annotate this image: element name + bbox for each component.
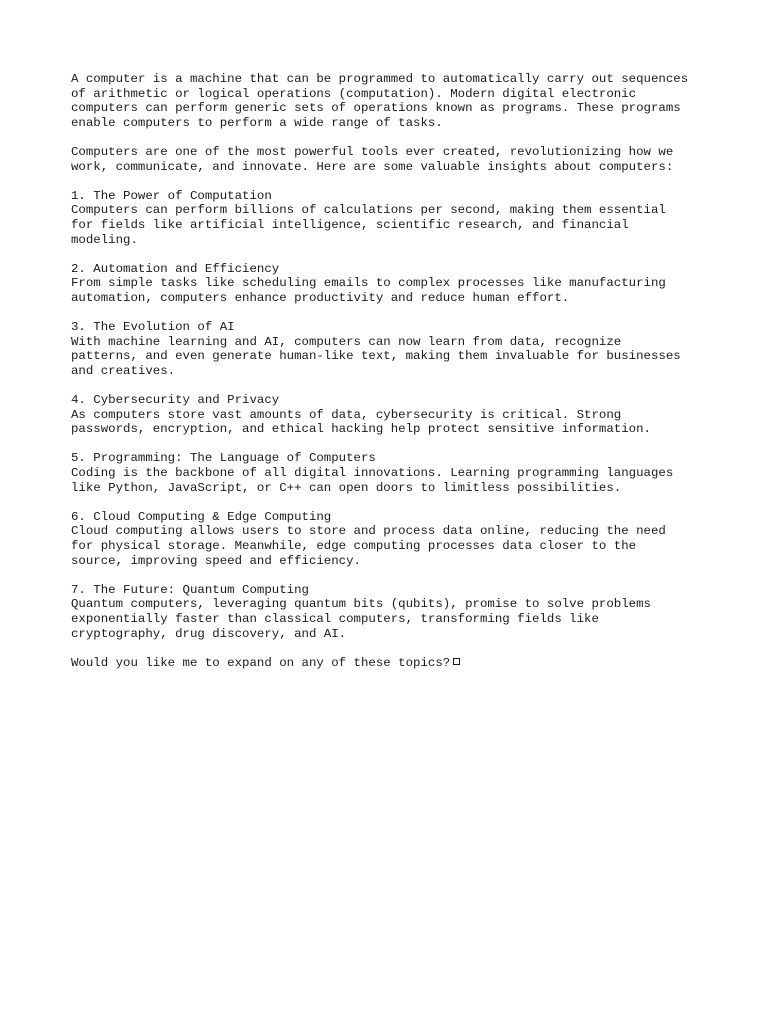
section-heading: 2. Automation and Efficiency [71, 261, 280, 276]
section-body: As computers store vast amounts of data, cybersecurity is critical. Strong passwords, encryption, and ethical hacking help protect sensitive information. [71, 407, 651, 437]
missing-glyph-box-icon [453, 658, 460, 665]
section-heading: 7. The Future: Quantum Computing [71, 582, 309, 597]
section-cloud-edge-computing [71, 510, 711, 568]
section-heading: 3. The Evolution of AI [71, 320, 235, 335]
section-body: Cloud computing allows users to store and process data online, reducing the need for physical storage. Meanwhile, edge computing processes data closer to the source, improving speed and efficiency. [71, 524, 666, 568]
closing-text: Would you like me to expand on any of these topics? [71, 655, 451, 670]
document-page [71, 72, 711, 670]
section-body: Quantum computers, leveraging quantum bits (qubits), promise to solve problems exponentially faster than classical computers, transforming fields like cryptography, drug discovery, and AI. [71, 597, 651, 641]
section-heading: 1. The Power of Computation [71, 188, 272, 203]
section-evolution-of-ai [71, 320, 711, 378]
section-body: From simple tasks like scheduling emails to complex processes like manufacturing automation, computers enhance productivity and reduce human effort. [71, 276, 666, 305]
section-body: Coding is the backbone of all digital innovations. Learning programming languages like Python, JavaScript, or C++ can open doors to limitless possibilities. [71, 466, 674, 495]
section-heading: 5. Programming: The Language of Computers [71, 451, 376, 466]
section-programming [71, 451, 711, 495]
section-body: Computers can perform billions of calculations per second, making them essential for fields like artificial intelligence, scientific research, and financial modeling. [71, 203, 666, 247]
insights-intro-paragraph: Computers are one of the most powerful tools ever created, revolutionizing how we work, communicate, and innovate. Here are some valuable insights about computers: [71, 144, 674, 174]
section-quantum-computing [71, 583, 711, 641]
closing-question [71, 656, 711, 671]
section-body: With machine learning and AI, computers can now learn from data, recognize patterns, and even generate human-like text, making them invaluable for businesses and creatives. [71, 334, 681, 378]
section-automation-efficiency [71, 262, 711, 306]
section-heading: 6. Cloud Computing & Edge Computing [71, 509, 332, 524]
section-power-of-computation [71, 189, 711, 247]
section-cybersecurity-privacy [71, 393, 711, 437]
section-heading: 4. Cybersecurity and Privacy [71, 393, 280, 408]
intro-paragraph: A computer is a machine that can be programmed to automatically carry out sequences of arithmetic or logical operations (computation). Modern digital electronic computers can perform generic sets of operations known as programs. These programs enable computers to perform a wide range of tasks. [71, 72, 689, 130]
